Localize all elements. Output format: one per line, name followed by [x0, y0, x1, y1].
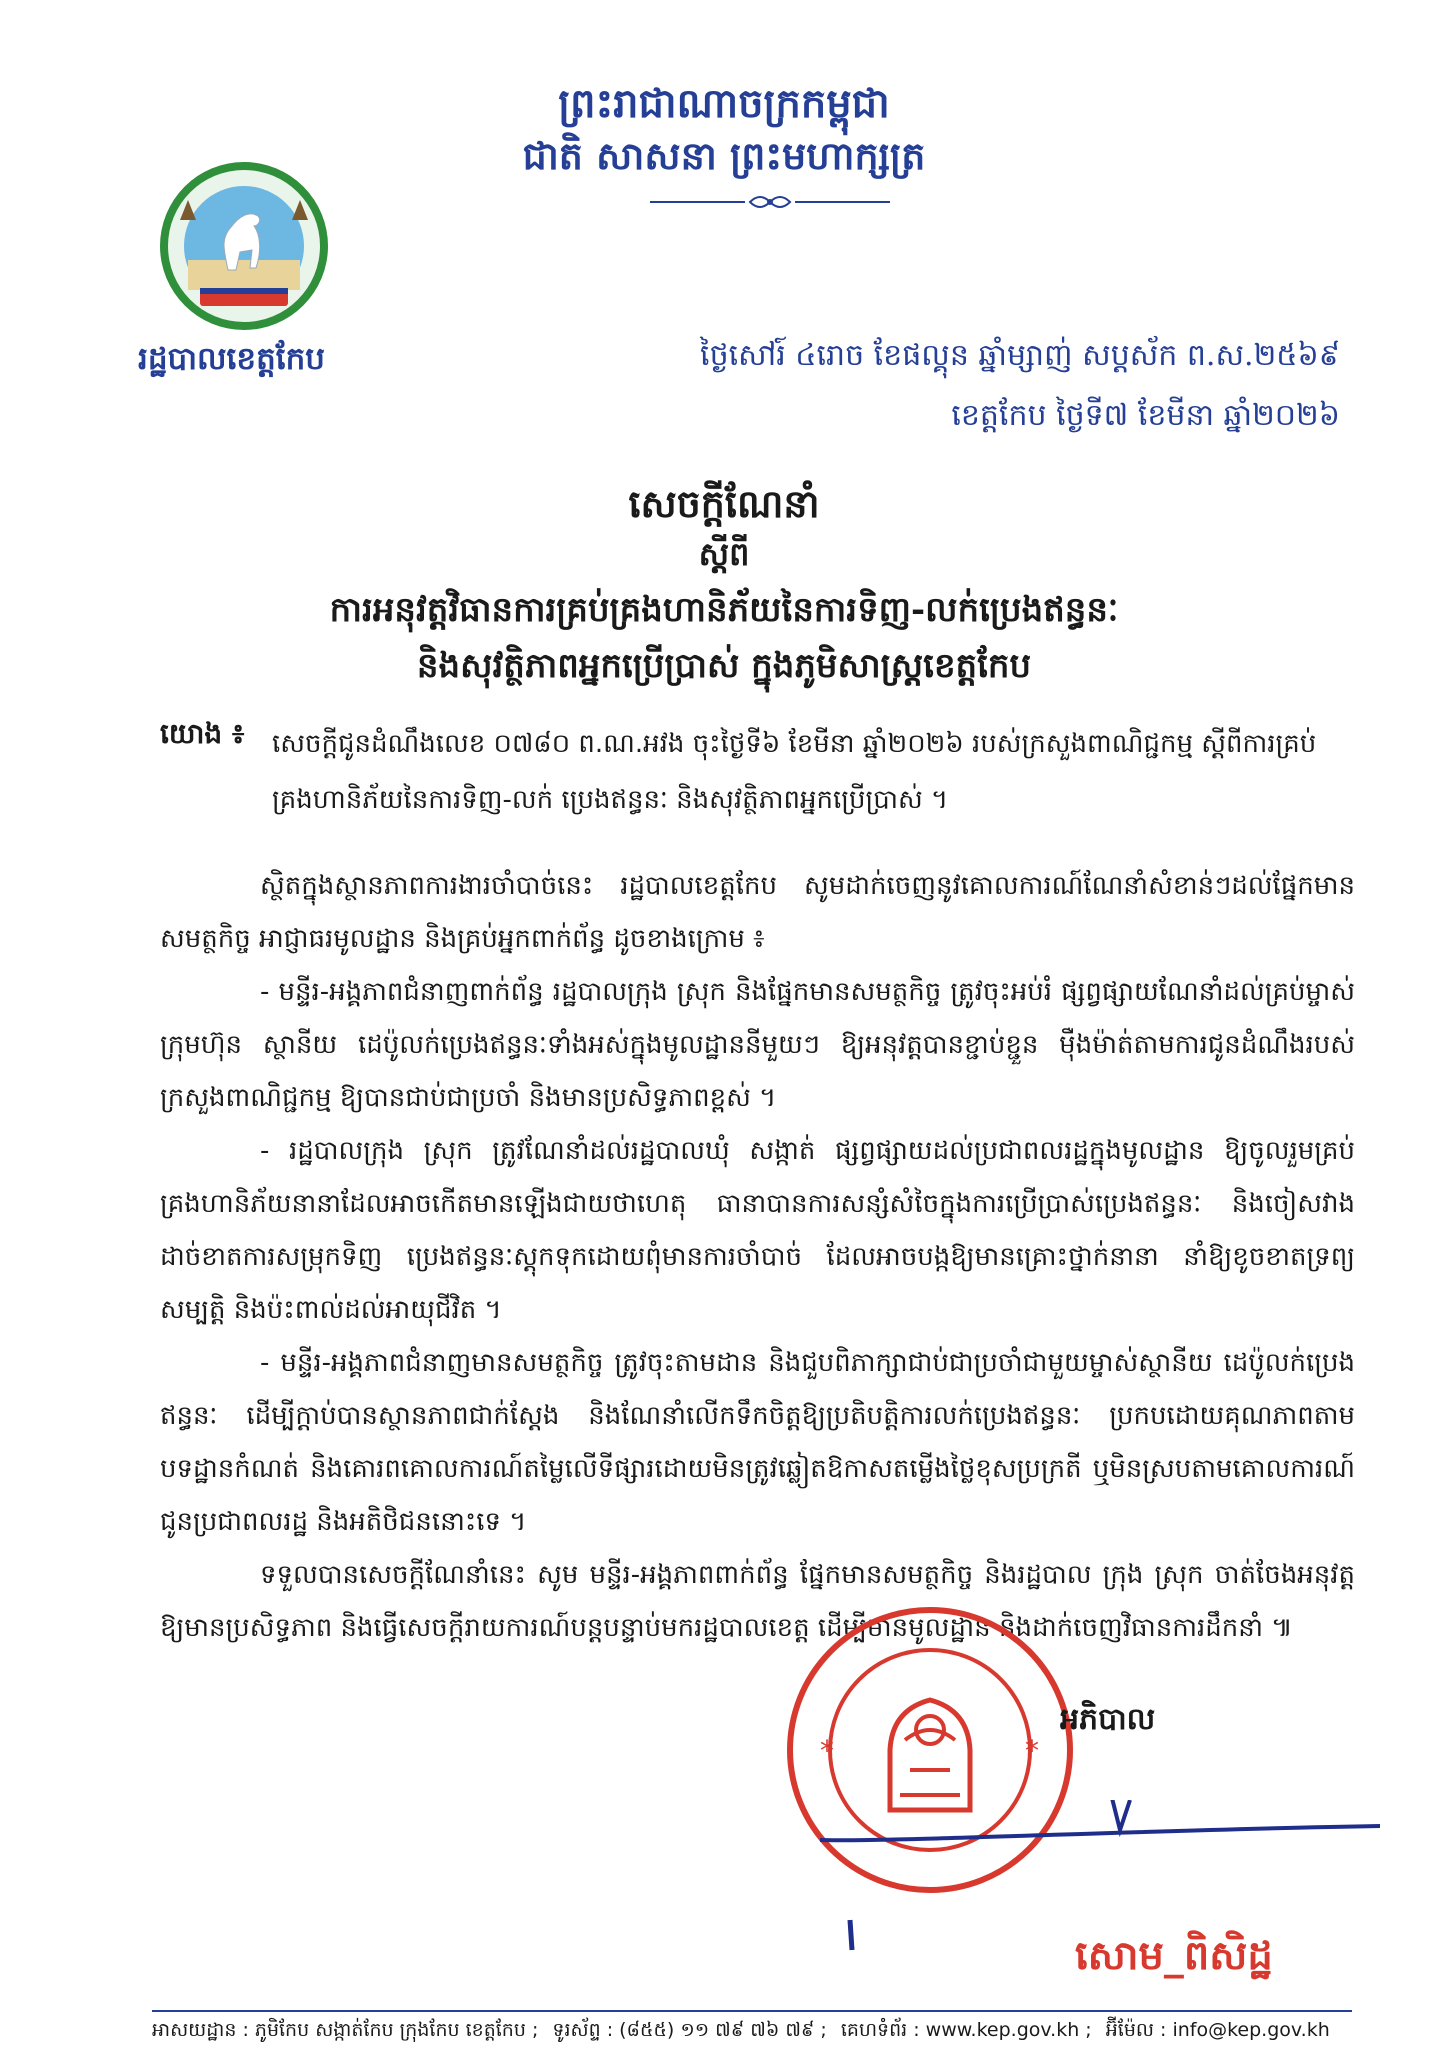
reference-text: សេចក្តីជូនដំណឹងលេខ ០៧៨០ ព.ណ.អវង ចុះថ្ងៃទី៦ ខែមីនា ឆ្នាំ២០២៦ របស់ក្រសួងពាណិជ្ជកម្ម ស្តីពីការគ្រប់គ្រងហានិភ័យនៃការទិញ-លក់ ប្រេងឥន្ធនៈ និងសុវត្ថិភាពអ្នកប្រើប្រាស់ ។ [272, 729, 1317, 815]
footer-website[interactable]: គេហទំព័រ : www.kep.gov.kh ; [840, 2019, 1092, 2041]
governor-name: សោម_ពិសិដ្ឋ [1075, 1932, 1273, 1979]
footer-phone: ទូរស័ព្ទ : (៨៥៥) ១១ ៧៩ ៧៦ ៧៩ ; [552, 2019, 827, 2041]
ornament-divider-icon [650, 192, 890, 212]
body-paragraph-closing: ទទួលបានសេចក្តីណែនាំនេះ សូម មន្ទីរ-អង្គភាពពាក់ព័ន្ធ ផ្នែកមានសមត្ថកិច្ច និងរដ្ឋបាល ក្រុង ស្រុក ចាត់ចែងអនុវត្តឱ្យមានប្រសិទ្ធភាព និងធ្វើសេចក្តីរាយការណ៍បន្តបន្ទាប់មករដ្ឋបាលខេត្ត ដើម្បីមានមូលដ្ឋាន និងដាក់ចេញវិធានការដឹកនាំ ៕ [160, 1560, 1355, 1643]
body-paragraph-item1: - មន្ទីរ-អង្គភាពជំនាញពាក់ព័ន្ធ រដ្ឋបាលក្រុង ស្រុក និងផ្នែកមានសមត្ថកិច្ច ត្រូវចុះអប់រំ ផ្សព្វផ្សាយណែនាំដល់គ្រប់ម្ចាស់ក្រុមហ៊ុន ស្ថានីយ ដេប៉ូលក់ប្រេងឥន្ធនៈទាំងអស់ក្នុងមូលដ្ឋាននីមួយៗ ឱ្យអនុវត្តបានខ្ជាប់ខ្ជួន ម៉ឺងម៉ាត់តាមការជូនដំណឹងរបស់ក្រសួងពាណិជ្ជកម្ម ឱ្យបានជាប់ជាប្រចាំ និងមានប្រសិទ្ធភាពខ្ពស់ ។ [160, 977, 1355, 1113]
footer-address: អាសយដ្ឋាន : ភូមិកែប សង្កាត់កែប ក្រុងកែប ខេត្តកែប ; [152, 2019, 539, 2041]
kep-province-logo-icon [158, 160, 330, 332]
kingdom-title: ព្រះរាជាណាចក្រកម្ពុជា [558, 80, 890, 127]
kingdom-motto: ជាតិ សាសនា ព្រះមហាក្សត្រ [522, 133, 926, 178]
handwritten-signature-icon [780, 1800, 1400, 2040]
footer-contact [152, 2010, 1352, 2046]
body-paragraph-item3: - មន្ទីរ-អង្គភាពជំនាញមានសមត្ថកិច្ច ត្រូវចុះតាមដាន និងជួបពិភាក្សាជាប់ជាប្រចាំជាមួយម្ចាស់ស្ថានីយ ដេប៉ូលក់ប្រេងឥន្ធនៈ ដើម្បីក្តាប់បានស្ថានភាពជាក់ស្តែង និងណែនាំលើកទឹកចិត្តឱ្យប្រតិបត្តិការលក់ប្រេងឥន្ធនៈ ប្រកបដោយគុណភាពតាមបទដ្ឋានកំណត់ និងគោរពគោលការណ៍តម្លៃលើទីផ្សារដោយមិនត្រូវឆ្លៀតឱកាសតម្លើងថ្លៃខុសប្រក្រតី ឬមិនស្របតាមគោលការណ៍ ជូនប្រជាពលរដ្ឋ និងអតិថិជននោះទេ ។ [160, 1348, 1355, 1537]
document-subject-line2: និងសុវត្ថិភាពអ្នកប្រើប្រាស់ ក្នុងភូមិសាស្ត្រខេត្តកែប [416, 646, 1032, 686]
reference-label: យោង ៖ [160, 717, 245, 750]
issuing-authority: រដ្ឋបាលខេត្តកែប [138, 341, 325, 377]
svg-text:*: * [1025, 1734, 1039, 1767]
document-subtitle-regarding: ស្តីពី [698, 535, 750, 573]
footer-email[interactable]: អ៊ីម៉ែល : info@kep.gov.kh [1105, 2019, 1330, 2041]
body-paragraph-item2: - រដ្ឋបាលក្រុង ស្រុក ត្រូវណែនាំដល់រដ្ឋបាលឃុំ សង្កាត់ ផ្សព្វផ្សាយដល់ប្រជាពលរដ្ឋក្នុងមូលដ្ឋាន ឱ្យចូលរួមគ្រប់គ្រងហានិភ័យនានាដែលអាចកើតមានឡើងជាយថាហេតុ ធានាបានការសន្សំសំចៃក្នុងការប្រើប្រាស់ប្រេងឥន្ធនៈ និងចៀសវាងដាច់ខាតការសម្រុកទិញ ប្រេងឥន្ធនៈស្តុកទុកដោយពុំមានការចាំបាច់ ដែលអាចបង្កឱ្យមានគ្រោះថ្នាក់នានា នាំឱ្យខូចខាតទ្រព្យសម្បត្តិ និងប៉ះពាល់ដល់អាយុជីវិត ។ [160, 1136, 1355, 1325]
lunar-date: ថ្ងៃសៅរ៍ ៤រោច ខែផល្គុន ឆ្នាំម្សាញ់ សប្តស័ក ព.ស.២៥៦៩ [700, 338, 1340, 373]
document-title: សេចក្តីណែនាំ [628, 481, 820, 526]
footer-divider [152, 2010, 1352, 2012]
svg-text:*: * [820, 1734, 834, 1767]
governor-title: អភិបាល [1060, 1702, 1156, 1737]
body-paragraph-intro: ស្ថិតក្នុងស្ថានភាពការងារចាំបាច់នេះ រដ្ឋបាលខេត្តកែប សូមដាក់ចេញនូវគោលការណ៍ណែនាំសំខាន់ៗដល់ផ្នែកមានសមត្ថកិច្ច អាជ្ញាធរមូលដ្ឋាន និងគ្រប់អ្នកពាក់ព័ន្ធ ដូចខាងក្រោម ៖ [160, 871, 1355, 954]
document-subject-line1: ការអនុវត្តវិធានការគ្រប់គ្រងហានិភ័យនៃការទិញ-លក់ប្រេងឥន្ធនៈ [329, 590, 1119, 630]
solar-date: ខេត្តកែប ថ្ងៃទី៧ ខែមីនា ឆ្នាំ២០២៦ [951, 398, 1340, 433]
document-body [160, 860, 1355, 1655]
